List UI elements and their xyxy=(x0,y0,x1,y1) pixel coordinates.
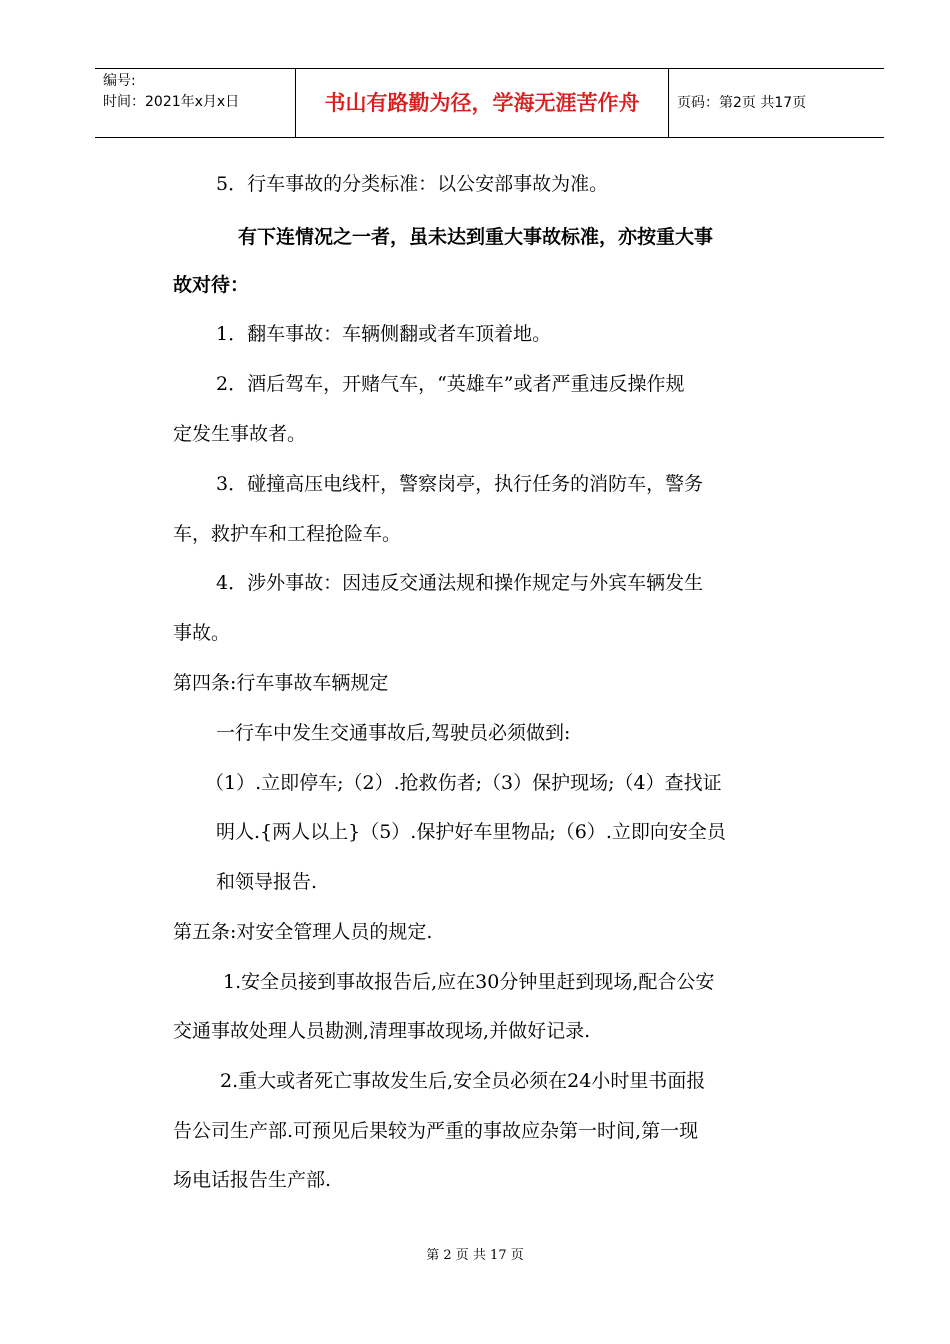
header-motto: 书山有路勤为径，学海无涯苦作舟 xyxy=(324,91,640,115)
page-footer: 第 2 页 共 17 页 xyxy=(426,1248,524,1263)
paragraph-line: 事故。 xyxy=(173,622,231,644)
header-divider xyxy=(668,69,669,137)
paragraph-line: 4．涉外事故：因违反交通法规和操作规定与外宾车辆发生 xyxy=(216,572,704,594)
paragraph-line: 一行车中发生交通事故后,驾驶员必须做到: xyxy=(216,722,571,744)
paragraph-line: 场电话报告生产部. xyxy=(173,1169,332,1191)
paragraph-line: 明人.{两人以上}（5）.保护好车里物品;（6）.立即向安全员 xyxy=(216,821,726,843)
header-number-label: 编号: xyxy=(103,73,136,89)
article-heading: 第五条:对安全管理人员的规定. xyxy=(173,921,433,943)
article-heading: 第四条:行车事故车辆规定 xyxy=(173,672,389,694)
paragraph-line: 告公司生产部.可预见后果较为严重的事故应杂第一时间,第一现 xyxy=(173,1120,699,1142)
paragraph-line: （1）.立即停车;（2）.抢救伤者;（3）保护现场;（4）查找证 xyxy=(205,772,722,794)
paragraph-line: 5．行车事故的分类标准：以公安部事故为准。 xyxy=(216,173,609,195)
document-header xyxy=(95,68,884,138)
paragraph-line: 车，救护车和工程抢险车。 xyxy=(173,523,402,545)
header-page-info: 页码：第2页 共17页 xyxy=(677,95,807,111)
header-time-label: 时间：2021年x月x日 xyxy=(103,94,240,110)
paragraph-line: 2．酒后驾车，开赌气车，“英雄车”或者严重违反操作规 xyxy=(216,373,685,395)
header-meta xyxy=(103,71,239,113)
paragraph-line: 1.安全员接到事故报告后,应在30分钟里赶到现场,配合公安 xyxy=(223,971,715,993)
paragraph-line: 3．碰撞高压电线杆，警察岗亭，执行任务的消防车，警务 xyxy=(216,473,704,495)
paragraph-line: 故对待： xyxy=(173,274,250,296)
paragraph-line: 定发生事故者。 xyxy=(173,423,307,445)
paragraph-line: 1．翻车事故：车辆侧翻或者车顶着地。 xyxy=(216,323,552,345)
paragraph-line: 交通事故处理人员勘测,清理事故现场,并做好记录. xyxy=(173,1020,591,1042)
paragraph-line: 2.重大或者死亡事故发生后,安全员必须在24小时里书面报 xyxy=(220,1070,706,1092)
paragraph-line: 有下连情况之一者，虽未达到重大事故标准，亦按重大事 xyxy=(238,226,714,248)
paragraph-line: 和领导报告. xyxy=(216,871,318,893)
